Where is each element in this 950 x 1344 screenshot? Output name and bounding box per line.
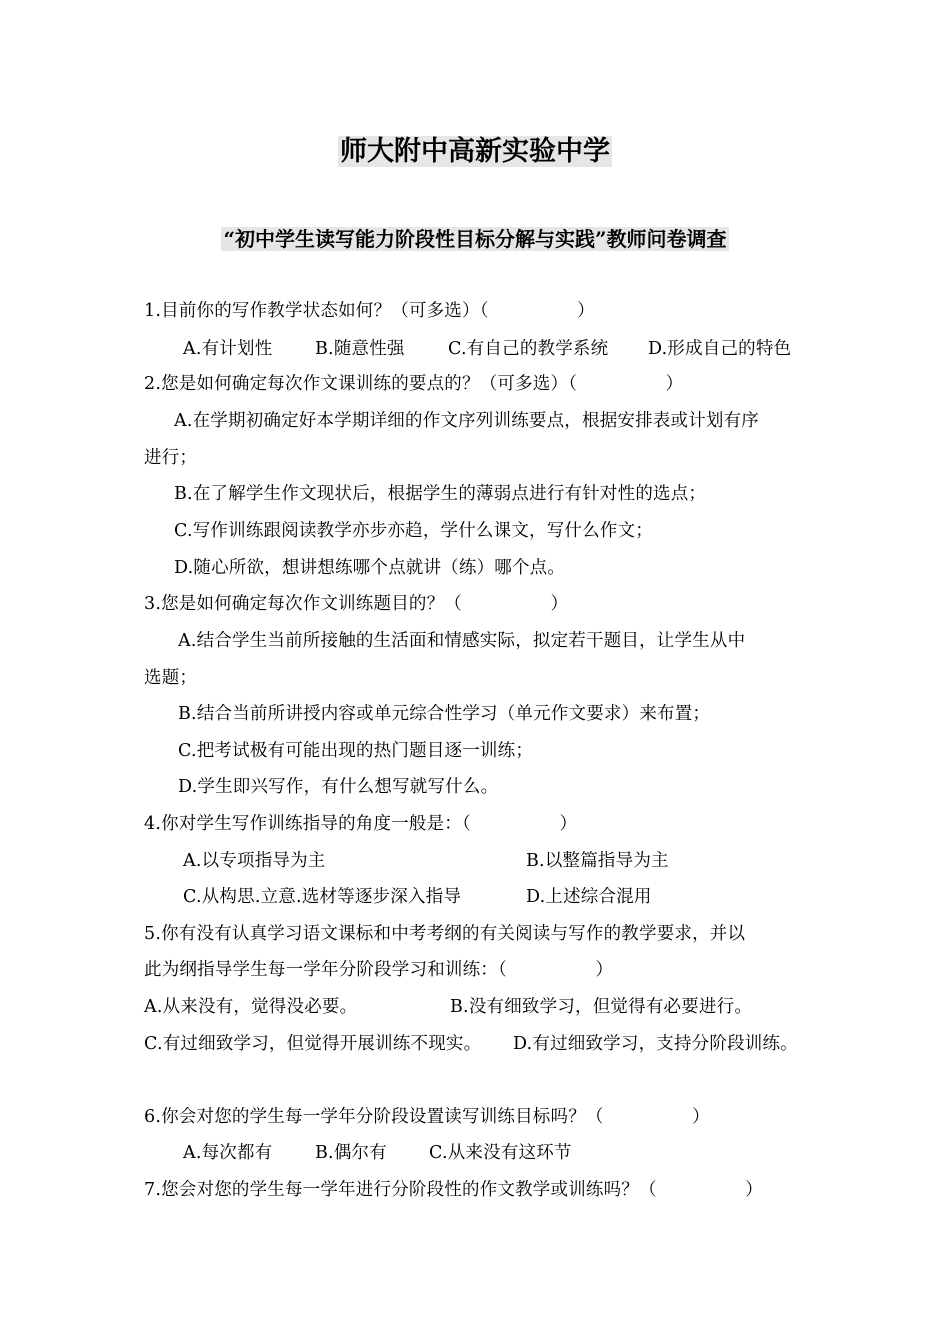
question-2: 2.您是如何确定每次作文课训练的要点的？（可多选）（ ）	[144, 374, 684, 394]
q5-option-a: A.从来没有，觉得没必要。	[144, 997, 358, 1017]
q2-option-c: C.写作训练跟阅读教学亦步亦趋，学什么课文，写什么作文；	[174, 521, 653, 541]
q2-option-b: B.在了解学生作文现状后，根据学生的薄弱点进行有针对性的选点；	[174, 484, 707, 504]
question-5: 5.你有没有认真学习语文课标和中考考纲的有关阅读与写作的教学要求，并以	[144, 924, 746, 944]
school-title: 师大附中高新实验中学	[340, 136, 610, 167]
q3-option-c: C.把考试极有可能出现的热门题目逐一训练；	[178, 741, 534, 761]
q1-option-c: C.有自己的教学系统	[448, 339, 609, 359]
q6-option-b: B.偶尔有	[315, 1143, 387, 1163]
q4-option-d: D.上述综合混用	[526, 887, 652, 907]
q6-option-a: A.每次都有	[183, 1143, 273, 1163]
question-7: 7.您会对您的学生每一学年进行分阶段性的作文教学或训练吗？（ ）	[144, 1180, 763, 1200]
q4-option-c: C.从构思.立意.选材等逐步深入指导	[183, 887, 462, 907]
q5-option-b: B.没有细致学习，但觉得有必要进行。	[450, 997, 753, 1017]
q3-option-a-continued: 选题；	[144, 668, 198, 688]
q3-option-a: A.结合学生当前所接触的生活面和情感实际，拟定若干题目，让学生从中	[178, 631, 746, 651]
q5-option-d: D.有过细致学习，支持分阶段训练。	[513, 1034, 798, 1054]
q6-option-c: C.从来没有这环节	[429, 1143, 572, 1163]
q5-option-c: C.有过细致学习，但觉得开展训练不现实。	[144, 1034, 482, 1054]
q1-option-a: A.有计划性	[183, 339, 273, 359]
question-5-continued: 此为纲指导学生每一学年分阶段学习和训练：（ ）	[144, 960, 614, 980]
question-4: 4.你对学生写作训练指导的角度一般是：（ ）	[144, 814, 578, 834]
q2-option-d: D.随心所欲，想讲想练哪个点就讲（练）哪个点。	[174, 558, 566, 578]
q1-option-d: D.形成自己的特色	[648, 339, 792, 359]
survey-title: “初中学生读写能力阶段性目标分解与实践”教师问卷调查	[223, 227, 727, 251]
q2-option-a-continued: 进行；	[144, 448, 198, 468]
question-1: 1.目前你的写作教学状态如何？（可多选）（ ）	[144, 301, 595, 321]
q4-option-a: A.以专项指导为主	[183, 851, 326, 871]
q3-option-b: B.结合当前所讲授内容或单元综合性学习（单元作文要求）来布置；	[178, 704, 711, 724]
question-3: 3.您是如何确定每次作文训练题目的？（ ）	[144, 594, 569, 614]
q4-option-b: B.以整篇指导为主	[526, 851, 669, 871]
q2-option-a: A.在学期初确定好本学期详细的作文序列训练要点，根据安排表或计划有序	[174, 411, 759, 431]
question-6: 6.你会对您的学生每一学年分阶段设置读写训练目标吗？（ ）	[144, 1107, 710, 1127]
q1-option-b: B.随意性强	[315, 339, 405, 359]
q3-option-d: D.学生即兴写作，有什么想写就写什么。	[178, 777, 499, 797]
